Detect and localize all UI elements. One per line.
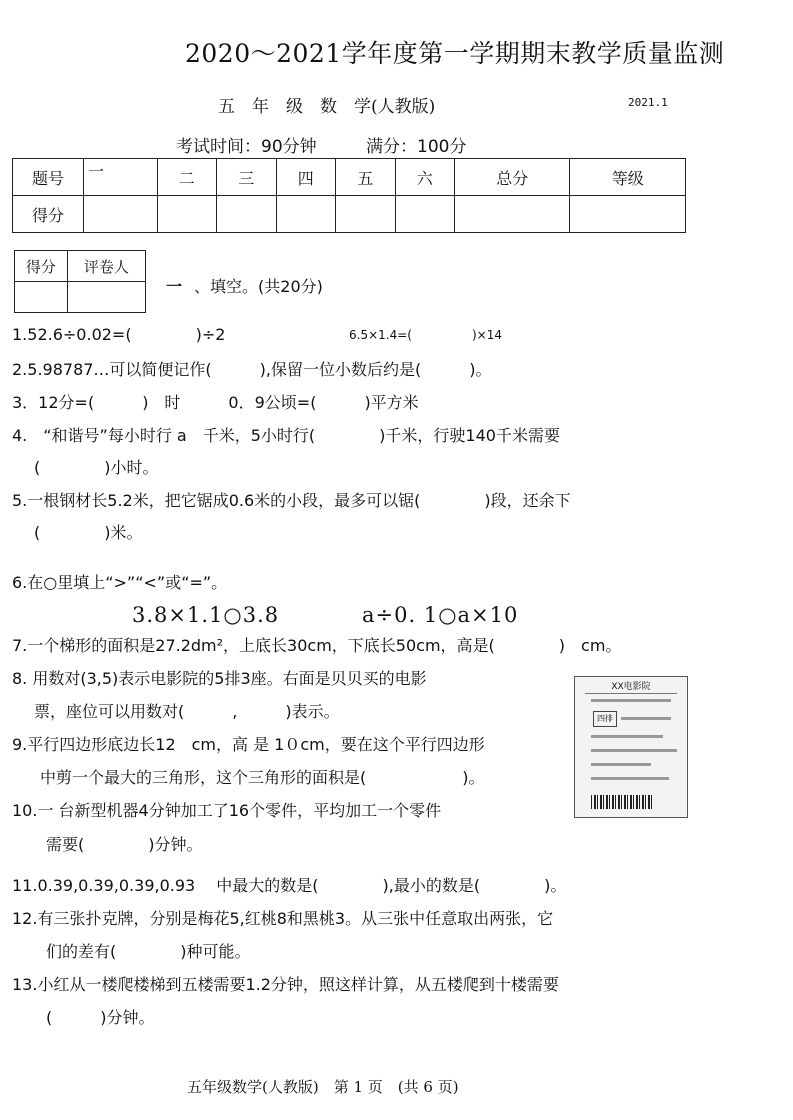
score-cell: 题号 [13,159,84,196]
question-5-line1: 5.一根钢材长5.2米，把它锯成0.6米的小段，最多可以锯( )段，还余下 [12,491,571,510]
question-7: 7.一个梯形的面积是27.2dm²，上底长30cm，下底长50cm，高是( ) cm。 [12,636,622,655]
score-cell: 等级 [570,159,686,196]
ticket-barcode [591,795,653,809]
question-11: 11.0.39,0.39,0.39,0.93 中最大的数是( ),最小的数是( )。 [12,876,567,895]
grader-score-blank[interactable] [15,282,68,313]
question-3: 3．12分=( ) 时 0．9公顷=( )平方米 [12,393,419,412]
score-cell: 二 [157,159,217,196]
question-4-line2: ( )小时。 [34,458,159,477]
ticket-line [621,717,671,720]
ticket-line [591,763,651,766]
question-10-line2: 需要( )分钟。 [46,835,203,854]
score-blank-cell[interactable] [276,196,336,233]
question-13-line1: 13.小红从一楼爬楼梯到五楼需要1.2分钟，照这样计算，从五楼爬到十楼需要 [12,975,559,994]
ticket-line [591,749,677,752]
section-number: 一 [166,277,183,296]
score-table-score-row [13,196,686,233]
question-1a: 1.52.6÷0.02=( )÷2 [12,325,226,344]
section-title: 、填空。(共20分) [194,277,323,296]
exam-time-info [176,132,511,157]
question-4-line1: 4. “和谐号”每小时行 a 千米，5小时行( )千米，行驶140千米需要 [12,426,560,445]
grader-score-label: 得分 [15,251,68,282]
question-9-line2: 中剪一个最大的三角形，这个三角形的面积是( )。 [40,768,485,787]
score-blank-cell[interactable] [157,196,217,233]
ticket-line [591,735,663,738]
question-8-line1: 8. 用数对(3,5)表示电影院的5排3座。右面是贝贝买的电影 [12,669,427,688]
question-6-compare-a: 3.8×1.1○3.8 [132,603,280,627]
grader-name-blank[interactable] [67,282,145,313]
score-cell: 六 [395,159,455,196]
score-cell: 四 [276,159,336,196]
question-8-line2: 票，座位可以用数对( , )表示。 [34,702,340,721]
score-blank-cell[interactable] [217,196,277,233]
exam-time: 考试时间：90分钟 [176,137,317,157]
question-2: 2.5.98787…可以简便记作( ),保留一位小数后约是( )。 [12,360,492,379]
exam-subject: 五 年 级 数 学(人教版) [218,97,436,117]
question-12-line2: 们的差有( )种可能。 [46,942,251,961]
page-footer: 五年级数学(人教版) 第 1 页 (共 6 页) [187,1078,459,1096]
question-12-line1: 12.有三张扑克牌，分别是梅花5,红桃8和黑桃3。从三张中任意取出两张，它 [12,909,554,928]
question-13-line2: ( )分钟。 [46,1008,155,1027]
score-blank-cell[interactable] [336,196,396,233]
score-blank-cell[interactable] [395,196,455,233]
score-cell: 三 [217,159,277,196]
score-cell: 总分 [455,159,570,196]
ticket-cinema-name: XX电影院 [585,679,677,694]
grader-name-label: 评卷人 [67,251,145,282]
score-blank-cell[interactable] [570,196,686,233]
ticket-row-box: 四排 [593,711,617,727]
exam-title: 2020～2021学年度第一学期期末教学质量监测 [185,39,725,68]
score-table [12,158,686,233]
grader-table [14,250,146,313]
question-10-line1: 10.一 台新型机器4分钟加工了16个零件，平均加工一个零件 [12,801,442,820]
score-cell: 一 [84,159,158,196]
ticket-line [591,777,669,780]
section-heading [166,274,323,297]
score-row-label: 得分 [13,196,84,233]
question-6-compare-b: a÷0. 1○a×10 [362,603,519,627]
question-5-line2: ( )米。 [34,523,143,542]
score-blank-cell[interactable] [455,196,570,233]
question-1b: 6.5×1.4=( )×14 [349,328,502,342]
ticket-line [591,699,671,702]
exam-full-score: 满分：100分 [366,137,467,157]
score-blank-cell[interactable] [84,196,158,233]
score-table-header-row [13,159,686,196]
movie-ticket-image [574,676,688,818]
exam-date: 2021.1 [628,96,668,109]
question-6: 6.在○里填上“>”“<”或“=”。 [12,573,228,592]
score-cell: 五 [336,159,396,196]
question-9-line1: 9.平行四边形底边长12 cm，高 是 1０cm，要在这个平行四边形 [12,735,485,754]
